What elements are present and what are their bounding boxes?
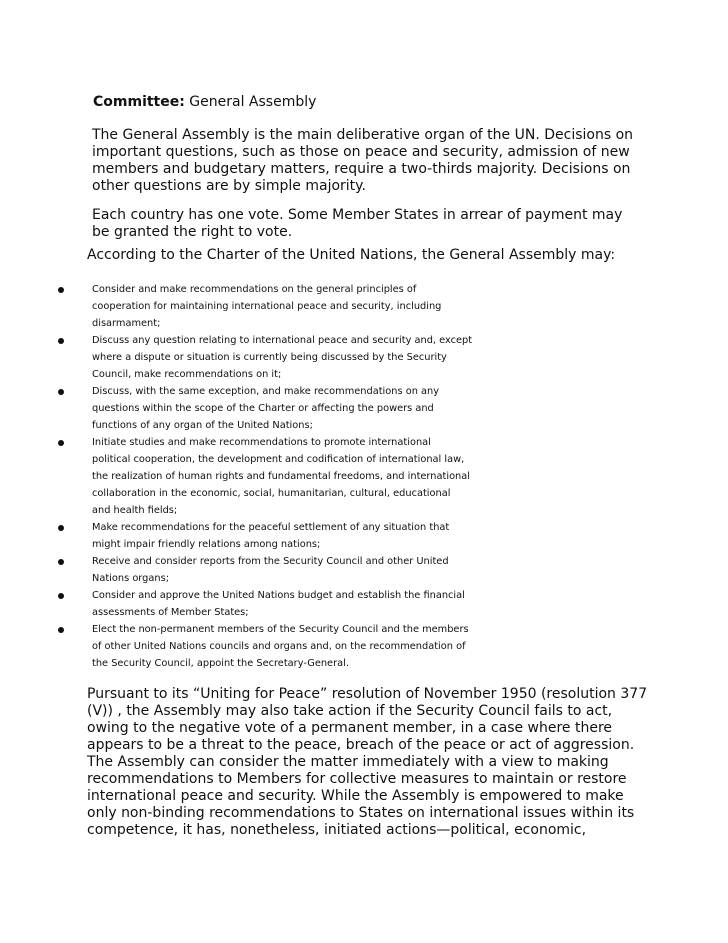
list-item-line: Elect the non-permanent members of the Security Council and the members: [92, 624, 469, 635]
list-item: [0, 587, 728, 621]
list-item-line: might impair friendly relations among nations;: [92, 539, 321, 550]
list-item: [0, 383, 728, 434]
charter-intro: According to the Charter of the United Nations, the General Assembly may:: [87, 247, 616, 263]
bullet-icon: [58, 559, 64, 565]
list-item-line: Nations organs;: [92, 573, 170, 584]
committee-label: Committee:: [93, 94, 185, 110]
list-item-line: Consider and make recommendations on the general principles of: [92, 284, 417, 295]
list-item-line: functions of any organ of the United Nations;: [92, 420, 313, 431]
list-item-line: collaboration in the economic, social, humanitarian, cultural, educational: [92, 488, 451, 499]
vote-line: Each country has one vote. Some Member States in arrear of payment may: [92, 207, 623, 223]
list-item-line: Receive and consider reports from the Security Council and other United: [92, 556, 449, 567]
list-item-line: Discuss, with the same exception, and make recommendations on any: [92, 386, 440, 397]
list-item-line: assessments of Member States;: [92, 607, 249, 618]
list-item-line: disarmament;: [92, 318, 161, 329]
intro-paragraph: [92, 127, 633, 195]
closing-line: competence, it has, nonetheless, initiated actions—political, economic,: [87, 822, 587, 838]
closing-line: only non-binding recommendations to States on international issues within its: [87, 805, 635, 821]
list-item-line: Initiate studies and make recommendations to promote international: [92, 437, 431, 448]
intro-line: other questions are by simple majority.: [92, 178, 366, 194]
bullet-icon: [58, 338, 64, 344]
list-item-line: Consider and approve the United Nations budget and establish the financial: [92, 590, 465, 601]
list-item-line: the Security Council, appoint the Secretary-General.: [92, 658, 349, 669]
closing-line: recommendations to Members for collective measures to maintain or restore: [87, 771, 627, 787]
list-item-line: political cooperation, the development and codification of international law,: [92, 454, 465, 465]
committee-line: [93, 94, 316, 111]
committee-value: General Assembly: [189, 94, 317, 110]
closing-line: international peace and security. While the Assembly is empowered to make: [87, 788, 624, 804]
closing-line: appears to be a threat to the peace, breach of the peace or act of aggression.: [87, 737, 635, 753]
list-item-line: of other United Nations councils and organs and, on the recommendation of: [92, 641, 466, 652]
list-item-line: Council, make recommendations on it;: [92, 369, 282, 380]
bullet-icon: [58, 593, 64, 599]
list-item: [0, 621, 728, 672]
bullet-icon: [58, 525, 64, 531]
list-item-line: questions within the scope of the Charter or affecting the powers and: [92, 403, 434, 414]
list-item: [0, 553, 728, 587]
powers-list: [0, 281, 728, 672]
intro-line: important questions, such as those on peace and security, admission of new: [92, 144, 630, 160]
closing-line: Pursuant to its “Uniting for Peace” resolution of November 1950 (resolution 377: [87, 686, 648, 702]
intro-line: The General Assembly is the main deliberative organ of the UN. Decisions on: [92, 127, 634, 143]
closing-line: The Assembly can consider the matter immediately with a view to making: [87, 754, 609, 770]
list-item-line: Make recommendations for the peaceful settlement of any situation that: [92, 522, 450, 533]
list-item: [0, 281, 728, 332]
vote-paragraph: [92, 207, 622, 241]
vote-line: be granted the right to vote.: [92, 224, 293, 240]
list-item-line: cooperation for maintaining international peace and security, including: [92, 301, 442, 312]
list-item-line: the realization of human rights and fundamental freedoms, and international: [92, 471, 470, 482]
list-item: [0, 519, 728, 553]
closing-line: (V)) , the Assembly may also take action if the Security Council fails to act,: [87, 703, 613, 719]
bullet-icon: [58, 440, 64, 446]
bullet-icon: [58, 287, 64, 293]
list-item: [0, 332, 728, 383]
intro-line: members and budgetary matters, require a two-thirds majority. Decisions on: [92, 161, 631, 177]
closing-paragraph: [87, 686, 647, 839]
list-item-line: Discuss any question relating to international peace and security and, except: [92, 335, 473, 346]
list-item: [0, 434, 728, 519]
list-item-line: and health fields;: [92, 505, 178, 516]
bullet-icon: [58, 627, 64, 633]
bullet-icon: [58, 389, 64, 395]
list-item-line: where a dispute or situation is currently being discussed by the Security: [92, 352, 447, 363]
closing-line: owing to the negative vote of a permanent member, in a case where there: [87, 720, 613, 736]
